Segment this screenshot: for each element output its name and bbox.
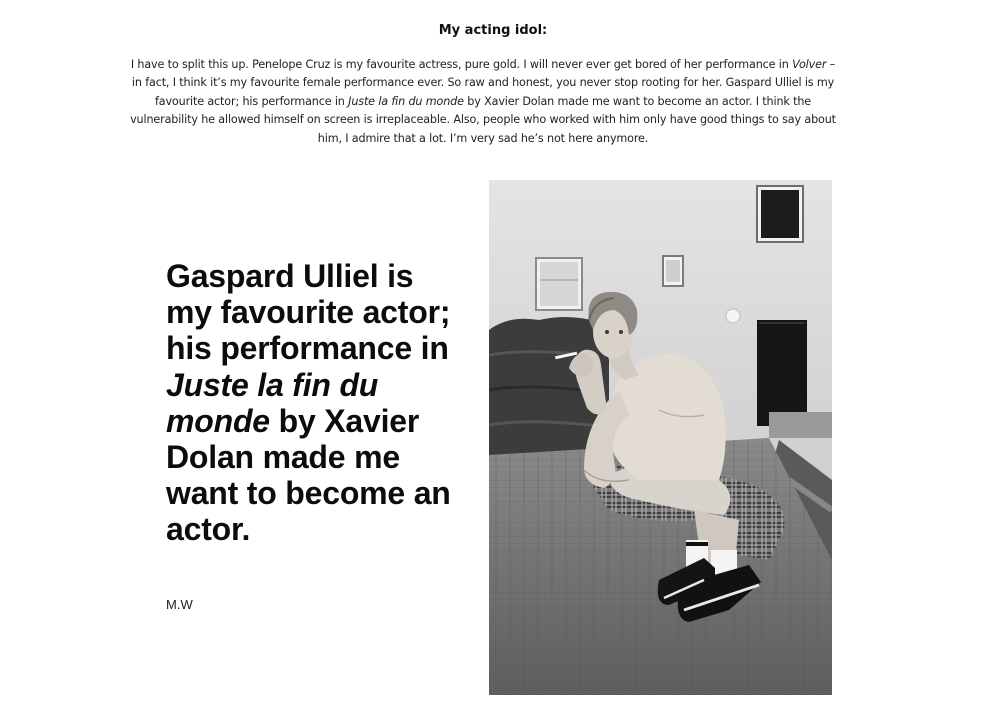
pull-quote-text-2: by Xavier Dolan made me want to become an actor. (166, 402, 451, 548)
intro-paragraph (130, 56, 836, 148)
portrait-photo-illustration (489, 180, 832, 695)
intro-text-3: by Xavier Dolan made me want to become an actor. I think the vulnerability he allowed himself on screen is irreplaceable. Also, people who worked with him only have good things to say about him, I admire that a lot. I’m very sad he’s not here anymore. (130, 94, 836, 145)
pull-quote-film-title: Juste la fin du monde (166, 366, 379, 439)
pull-quote (166, 258, 466, 548)
film-title-juste-la-fin-du-monde: Juste la fin du monde (348, 94, 464, 108)
film-title-volver: Volver (792, 58, 827, 71)
pull-quote-text-1: Gaspard Ulliel is my favourite actor; his performance in (166, 258, 451, 367)
intro-text-1: I have to split this up. Penelope Cruz is my favourite actress, pure gold. I will never ever get bored of her performance in (130, 58, 793, 71)
article-heading: My acting idol: (438, 23, 548, 38)
intro-text-2: – in fact, I think it’s my favourite female performance ever. So raw and honest, you never stop rooting for her. Gaspard Ulliel is my favourite actor; his performance in (131, 58, 836, 108)
pull-quote-signature: M.W (166, 597, 193, 612)
portrait-photo (489, 180, 832, 695)
